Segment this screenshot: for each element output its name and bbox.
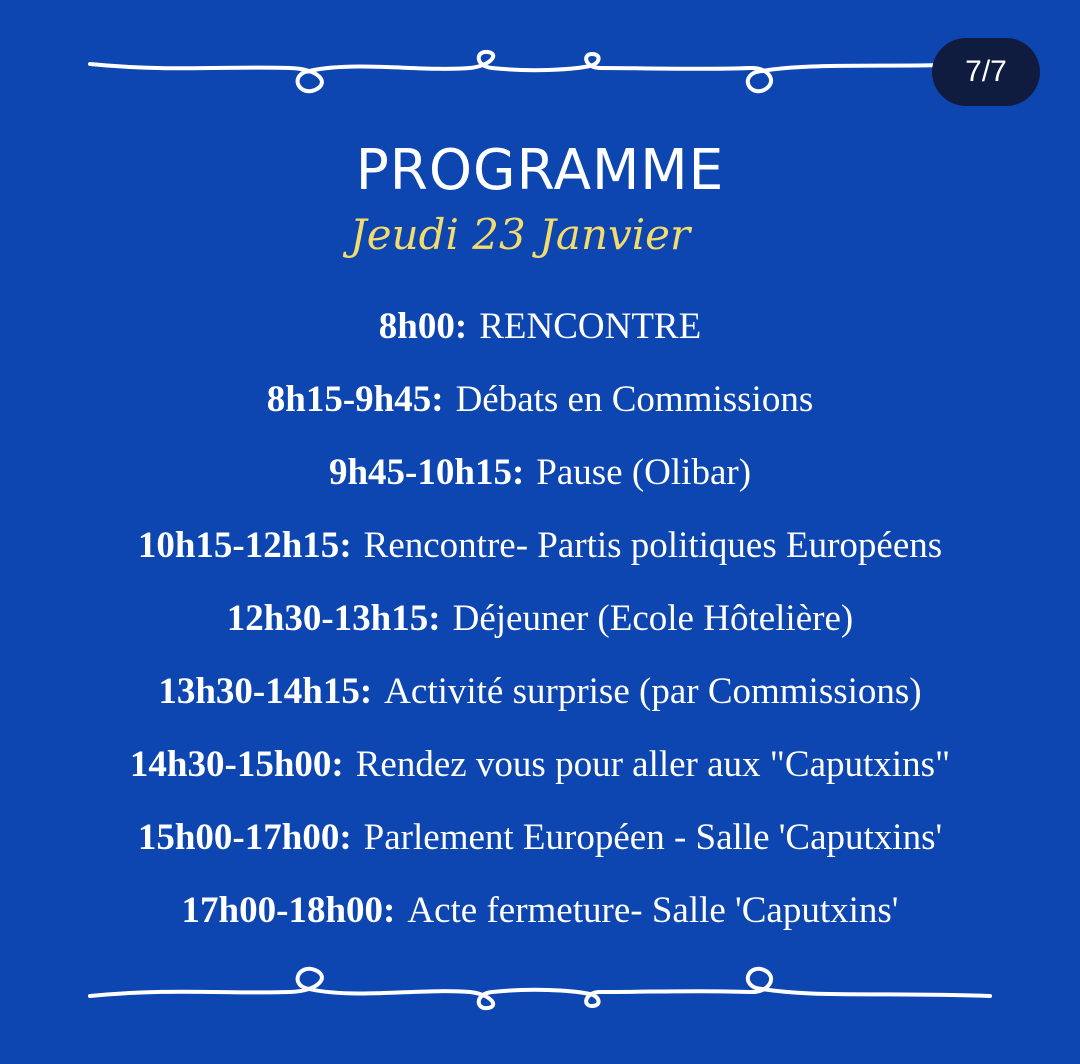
schedule-time: 13h30-14h15 [158,671,360,712]
schedule-item [0,446,1080,519]
time-separator: : [339,525,352,566]
schedule-item [0,519,1080,592]
schedule-event: Activité surprise (par Commissions) [384,671,922,712]
schedule-time: 15h00-17h00 [137,817,340,858]
time-separator: : [431,379,444,420]
schedule-time: 8h15-9h45 [266,379,432,420]
schedule-event: Débats en Commissions [455,379,814,420]
schedule-time: 10h15-12h15 [137,525,340,566]
time-separator: : [511,452,525,493]
page-title: PROGRAMME [355,137,725,203]
event-date: Jeudi 23 Janvier [349,210,691,259]
schedule-event: RENCONTRE [479,306,702,347]
schedule-event: Pause (Olibar) [536,452,752,493]
top-swirl-divider-icon [0,28,1080,98]
time-separator: : [428,598,441,639]
schedule-item [0,884,1080,957]
schedule-time: 14h30-15h00 [129,744,332,785]
schedule-item [0,665,1080,738]
schedule-time: 12h30-13h15 [226,598,429,639]
page-indicator-badge: 7/7 [932,38,1040,106]
bottom-swirl-divider-icon [0,960,1080,1030]
schedule-item [0,592,1080,665]
schedule-item [0,738,1080,811]
schedule-item [0,811,1080,884]
schedule-list [0,300,1080,957]
time-separator: : [331,744,344,785]
schedule-item [0,300,1080,373]
schedule-item [0,373,1080,446]
time-separator: : [339,817,352,858]
time-separator: : [454,306,468,347]
schedule-event: Rendez vous pour aller aux "Caputxins" [355,744,951,785]
time-separator: : [383,890,396,931]
schedule-time: 9h45-10h15 [328,452,512,493]
schedule-event: Déjeuner (Ecole Hôtelière) [452,598,854,639]
schedule-time: 17h00-18h00 [181,890,384,931]
schedule-time: 8h00 [378,306,455,347]
schedule-event: Parlement Européen - Salle 'Caputxins' [363,817,943,858]
time-separator: : [359,671,373,712]
schedule-event: Rencontre- Partis politiques Européens [363,525,943,566]
schedule-event: Acte fermeture- Salle 'Caputxins' [407,890,899,931]
